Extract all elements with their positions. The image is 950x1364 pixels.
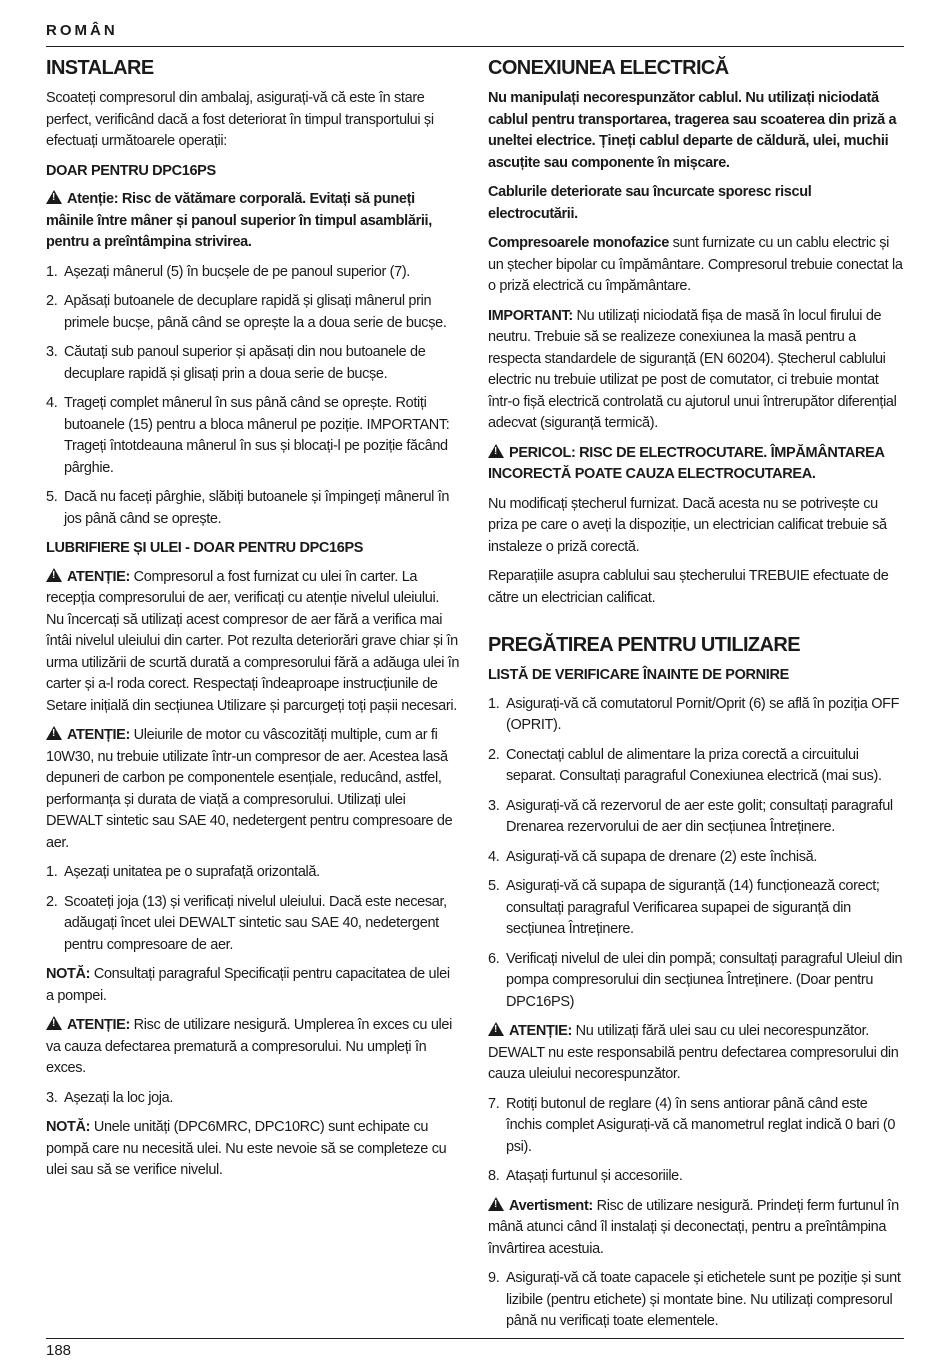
section-title-pregatire: PREGĂTIREA PENTRU UTILIZARE	[488, 634, 800, 656]
warning-label: ATENȚIE:	[67, 1017, 130, 1033]
warning-paragraph	[488, 1021, 904, 1086]
step-text: Asigurați-vă că rezervorul de aer este golit; consultați paragraful Drenarea rezervorului de aer din secțiunea Întreținere.	[506, 797, 893, 835]
list-item	[46, 862, 460, 884]
checklist-continued	[488, 1094, 904, 1188]
warning-icon	[46, 190, 62, 204]
step-text: Apăsați butoanele de decuplare rapidă și glisați mânerul prin primele bucșe, până când se oprește la a doua serie de bucșe.	[64, 293, 447, 331]
step-number: 9.	[488, 1270, 500, 1286]
warning-paragraph	[46, 567, 460, 718]
danger-paragraph	[488, 443, 904, 486]
step-number: 1.	[46, 263, 58, 280]
step-number: 3.	[488, 797, 500, 814]
step-number: 8.	[488, 1168, 500, 1184]
paragraph	[488, 306, 904, 435]
danger-text: PERICOL: RISC DE ELECTROCUTARE. ÎMPĂMÂNTAREA INCORECTĂ POATE CAUZA ELECTROCUTAREA.	[488, 444, 885, 482]
list-item	[488, 745, 904, 788]
step-number: 2.	[46, 293, 58, 309]
bold-paragraph: Cablurile deteriorate sau încurcate sporesc riscul electrocutării.	[488, 184, 812, 222]
step-text: Atașați furtunul și accesoriile.	[506, 1168, 683, 1184]
list-item	[46, 393, 460, 479]
paragraph	[488, 233, 904, 298]
subheading-lista: LISTĂ DE VERIFICARE ÎNAINTE DE PORNIRE	[488, 667, 789, 683]
step-text: Rotiți butonul de reglare (4) în sens antiorar până când este închis complet Asigurați-vă că manometrul reglat indică 0 bari (0 psi).	[506, 1095, 896, 1155]
page-number: 188	[46, 1342, 72, 1359]
left-column	[46, 54, 460, 1190]
header-divider	[46, 46, 904, 47]
important-label: IMPORTANT:	[488, 307, 573, 324]
list-item	[46, 487, 460, 530]
list-item	[488, 1094, 904, 1159]
warning-text: Risc de utilizare nesigură. Umplerea în exces cu ulei va cauza defectarea prematură a compresorului. Nu umpleți în exces.	[46, 1017, 452, 1076]
list-item	[46, 262, 460, 284]
paragraph: Nu modificați ștecherul furnizat. Dacă acesta nu se potrivește cu priza pe care o aveți la dispoziție, un electrician calificat trebuie să instaleze o priză corectă.	[488, 495, 887, 555]
checklist-final	[488, 1268, 904, 1333]
paragraph: Reparațiile asupra cablului sau ștecherului TREBUIE efectuate de către un electrician calificat.	[488, 568, 889, 606]
step-number: 5.	[46, 489, 58, 505]
note-text: Unele unități (DPC6MRC, DPC10RC) sunt echipate cu pompă care nu necesită ulei. Nu este nevoie să se completeze cu ulei sau să se verifice nivelul.	[46, 1119, 447, 1178]
warning-icon	[46, 1016, 62, 1030]
step-number: 3.	[46, 1089, 58, 1106]
warning-icon	[488, 1197, 504, 1211]
warning-icon	[488, 1022, 504, 1036]
step-text: Așezați mânerul (5) în bucșele de pe panoul superior (7).	[64, 263, 410, 280]
step-number: 3.	[46, 344, 58, 360]
step-number: 2.	[488, 746, 500, 763]
step-number: 4.	[46, 395, 58, 411]
note-label: NOTĂ:	[46, 966, 91, 982]
step-text: Dacă nu faceți pârghie, slăbiți butoanele și împingeți mânerul în jos până când se oprește.	[64, 489, 450, 527]
list-item	[46, 342, 460, 385]
list-item	[46, 291, 460, 334]
step-number: 2.	[46, 893, 58, 910]
note-paragraph	[46, 1117, 460, 1182]
warning-paragraph	[46, 1015, 460, 1080]
step-text: Asigurați-vă că supapa de siguranță (14) funcționează corect; consultați paragraful Verificarea supapei de siguranță din secțiunea Întreținere.	[506, 878, 880, 937]
mono-text: sunt furnizate cu un cablu electric și un ștecher bipolar cu împământare. Compresorul trebuie conectat la o priză electrică cu împământare.	[488, 235, 903, 294]
list-item	[46, 892, 460, 957]
list-item	[488, 694, 904, 737]
note-text: Consultați paragraful Specificații pentru capacitatea de ulei a pompei.	[46, 966, 450, 1004]
right-column	[488, 54, 904, 1341]
step-text: Trageți complet mânerul în sus până când se oprește. Rotiți butoanele (15) pentru a bloca mânerul pe poziție. IMPORTANT: Trageți întotdeauna mânerul în sus și blocați-l pe poziție făcând pârghie.	[64, 395, 450, 476]
step-text: Așezați la loc joja.	[64, 1089, 174, 1106]
checklist	[488, 694, 904, 1014]
list-item	[488, 796, 904, 839]
list-item	[488, 1268, 904, 1333]
step-number: 6.	[488, 950, 500, 967]
note-label: NOTĂ:	[46, 1119, 91, 1135]
step-text: Asigurați-vă că comutatorul Pornit/Oprit (6) se află în poziția OFF (OPRIT).	[506, 695, 900, 733]
warning-icon	[46, 568, 62, 582]
list-item	[488, 876, 904, 941]
warning-label: Avertisment:	[509, 1197, 593, 1214]
footer-divider	[46, 1338, 904, 1339]
warning-label: ATENȚIE:	[509, 1023, 572, 1039]
warning-icon	[488, 444, 504, 458]
section-title-instalare: INSTALARE	[46, 57, 154, 79]
list-item	[488, 1166, 904, 1188]
subheading-dpc16ps: DOAR PENTRU DPC16PS	[46, 162, 216, 179]
important-text: Nu utilizați niciodată fișa de masă în locul firului de neutru. Trebuie să se realizeze conexiunea la masă pentru a respecta standardele de siguranță (EN 60204). Ștecherul cablului electric nu trebuie utilizat pe post de comutator, ci trebuie montat într-o fișă electrică controlată cu ajutorul unui întrerupător diferențial adecvat (siguranță termică).	[488, 307, 897, 431]
step-text: Verificați nivelul de ulei din pompă; consultați paragraful Uleiul din pompa compresorului din secțiunea Întreținere. (Doar pentru DPC16PS)	[506, 950, 903, 1010]
intro-paragraph: Scoateți compresorul din ambalaj, asigurați-vă că este în stare perfect, verificând dacă a fost deteriorat în timpul transportului și efectuați următoarele operații:	[46, 90, 434, 149]
assembly-steps-list	[46, 262, 460, 531]
section-title-conexiune: CONEXIUNEA ELECTRICĂ	[488, 57, 729, 79]
note-paragraph	[46, 964, 460, 1007]
oil-steps-list-continued	[46, 1088, 460, 1110]
step-number: 1.	[46, 864, 58, 880]
warning-text: Atenție: Risc de vătămare corporală. Evitați să puneți mâinile între mâner și panoul superior în timpul asamblării, pentru a preîntâmpina strivirea.	[46, 191, 432, 250]
step-text: Așezați unitatea pe o suprafață orizontală.	[64, 864, 320, 880]
step-text: Asigurați-vă că supapa de drenare (2) este închisă.	[506, 848, 817, 865]
warning-paragraph	[488, 1196, 904, 1261]
list-item	[46, 1088, 460, 1110]
step-text: Asigurați-vă că toate capacele și etichetele sunt pe poziție și sunt lizibile (pentru etichete) și montate bine. Nu utilizați compresorul până nu verificați toate elementele.	[506, 1270, 901, 1329]
warning-icon	[46, 726, 62, 740]
warning-text: Compresorul a fost furnizat cu ulei în carter. La recepția compresorului de aer, verificați cu atenție nivelul uleiului. Nu încercați să utilizați acest compresor de aer fără a verifica mai întâi nivelul uleiului din carter. Pot rezulta deteriorări grave chiar și în urma utilizării de scurtă durată a compresorului fără a adăuga ulei în carter și a-l roda corect. Respectați îndeaproape instrucțiunile de Setare inițială din secțiunea Utilizare și parcurgeți toți pașii necesari.	[46, 568, 460, 714]
step-number: 7.	[488, 1095, 500, 1112]
warning-paragraph	[46, 189, 460, 254]
step-number: 5.	[488, 878, 500, 894]
language-header: ROMÂN	[46, 22, 118, 39]
oil-steps-list	[46, 862, 460, 956]
step-number: 1.	[488, 695, 500, 712]
step-text: Căutați sub panoul superior și apăsați din nou butoanele de decuplare rapidă și glisați prin a doua serie de bucșe.	[64, 344, 426, 382]
subheading-lubrifiere: LUBRIFIERE ȘI ULEI - DOAR PENTRU DPC16PS	[46, 540, 364, 556]
step-text: Scoateți joja (13) și verificați nivelul uleiului. Dacă este necesar, adăugați încet ulei DEWALT sintetic sau SAE 40, nedetergent pentru compresoare de aer.	[64, 893, 447, 953]
warning-text: Risc de utilizare nesigură. Prindeți ferm furtunul în mână atunci când îl instalați și deconectați, pentru a preîntâmpina învârtirea acestuia.	[488, 1197, 899, 1257]
step-number: 4.	[488, 848, 500, 865]
warning-label: ATENȚIE:	[67, 568, 130, 585]
list-item	[488, 847, 904, 869]
list-item	[488, 949, 904, 1014]
warning-text: Nu utilizați fără ulei sau cu ulei necorespunzător. DEWALT nu este responsabilă pentru defectarea compresorului din cauza uleiului necorespunzător.	[488, 1023, 899, 1082]
mono-label: Compresoarele monofazice	[488, 235, 669, 251]
warning-label: ATENȚIE:	[67, 727, 130, 743]
step-text: Conectați cablul de alimentare la priza corectă a circuitului separat. Consultați paragraful Conexiunea electrică (mai sus).	[506, 746, 882, 784]
warning-text: Uleiurile de motor cu vâscozități multiple, cum ar fi 10W30, nu trebuie utilizate într-un compresor de aer. Acestea lasă depuneri de carbon pe componentele esențiale, reducând, astfel, performanța și durata de viață a compresorului. Utilizați ulei DEWALT sintetic sau SAE 40, nedetergent pentru compresoare de aer.	[46, 727, 453, 851]
bold-paragraph: Nu manipulați necorespunzător cablul. Nu utilizați niciodată cablul pentru transportarea, tragerea sau scoaterea din priză a uneltei electrice. Țineți cablul departe de căldură, ulei, muchii ascuțite sau componente în mișcare.	[488, 90, 897, 171]
warning-paragraph	[46, 725, 460, 854]
